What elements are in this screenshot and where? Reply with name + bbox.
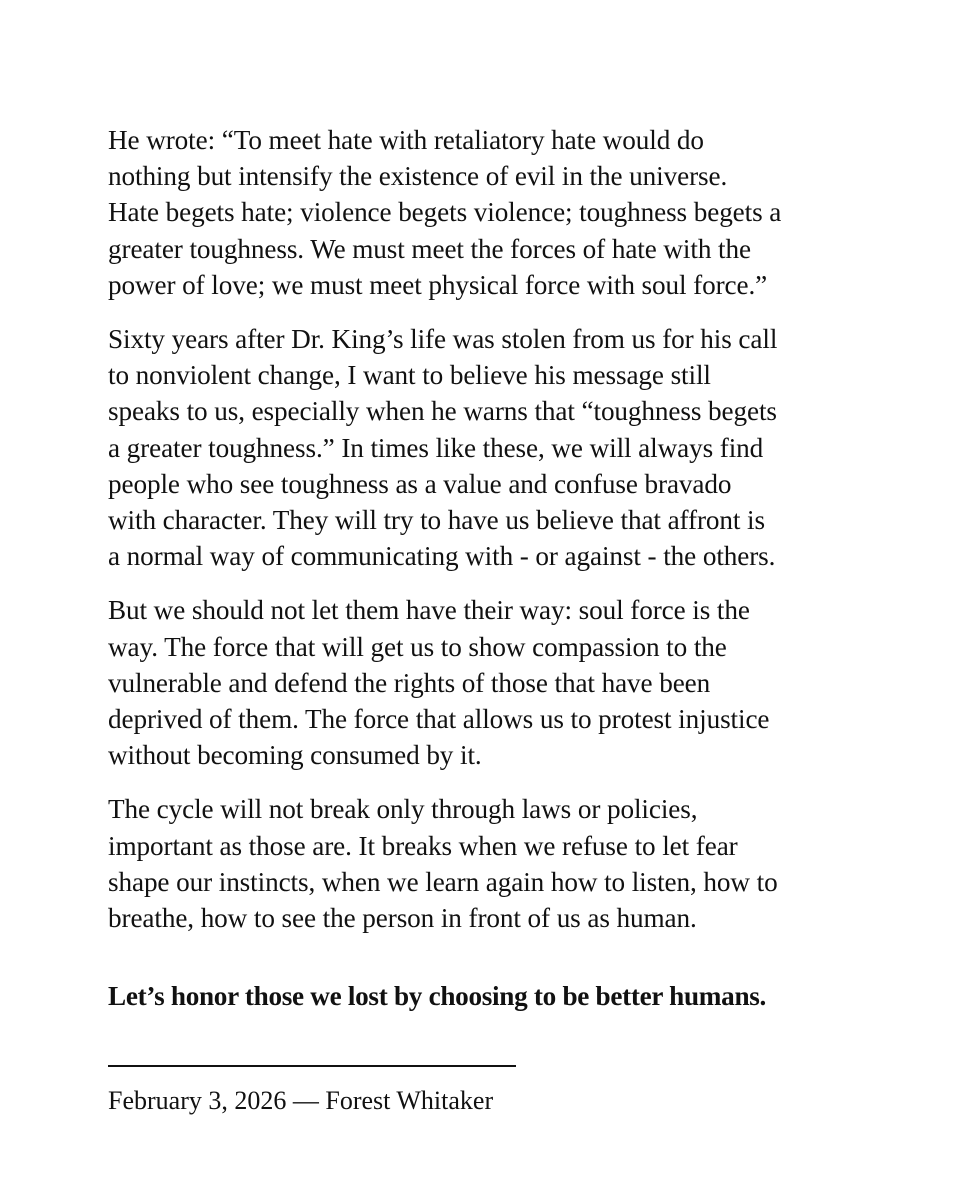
closing-statement: Let’s honor those we lost by choosing to be better humans. [108, 981, 767, 1012]
paragraph-line: Sixty years after Dr. King’s life was stolen from us for his call [108, 324, 778, 355]
paragraph-line: a greater toughness.” In times like these, we will always find [108, 432, 764, 463]
paragraph-line: Hate begets hate; violence begets violence; toughness begets a [108, 197, 782, 228]
paragraph-line: speaks to us, especially when he warns that “toughness begets [108, 396, 777, 427]
paragraph-line: The cycle will not break only through laws or policies, [108, 794, 698, 825]
paragraph-line: a normal way of communicating with - or against - the others. [108, 541, 776, 572]
paragraph-line: breathe, how to see the person in front of us as human. [108, 903, 697, 934]
paragraph-line: deprived of them. The force that allows us to protest injustice [108, 704, 770, 735]
paragraph-cycle [108, 791, 868, 936]
paragraph-line: shape our instincts, when we learn again how to listen, how to [108, 866, 778, 897]
paragraph-line: way. The force that will get us to show compassion to the [108, 631, 727, 662]
statement-body [108, 122, 868, 1014]
paragraph-line: greater toughness. We must meet the forces of hate with the [108, 233, 751, 264]
paragraph-line: vulnerable and defend the rights of those that have been [108, 667, 711, 698]
paragraph-line: nothing but intensify the existence of evil in the universe. [108, 161, 728, 192]
signature-divider [108, 1065, 516, 1067]
paragraph-line: He wrote: “To meet hate with retaliatory hate would do [108, 125, 704, 155]
signature-line: February 3, 2026 — Forest Whitaker [108, 1086, 494, 1115]
paragraph-line: to nonviolent change, I want to believe his message still [108, 360, 711, 391]
paragraph-sixty-years [108, 321, 868, 574]
paragraph-line: with character. They will try to have us believe that affront is [108, 505, 765, 536]
paragraph-line: But we should not let them have their way: soul force is the [108, 595, 750, 626]
paragraph-line: people who see toughness as a value and confuse bravado [108, 468, 732, 499]
paragraph-line: without becoming consumed by it. [108, 740, 482, 771]
paragraph-soul-force [108, 592, 868, 773]
paragraph-line: important as those are. It breaks when we refuse to let fear [108, 830, 738, 861]
paragraph-line: power of love; we must meet physical force with soul force.” [108, 269, 768, 300]
paragraph-quote [108, 122, 868, 303]
